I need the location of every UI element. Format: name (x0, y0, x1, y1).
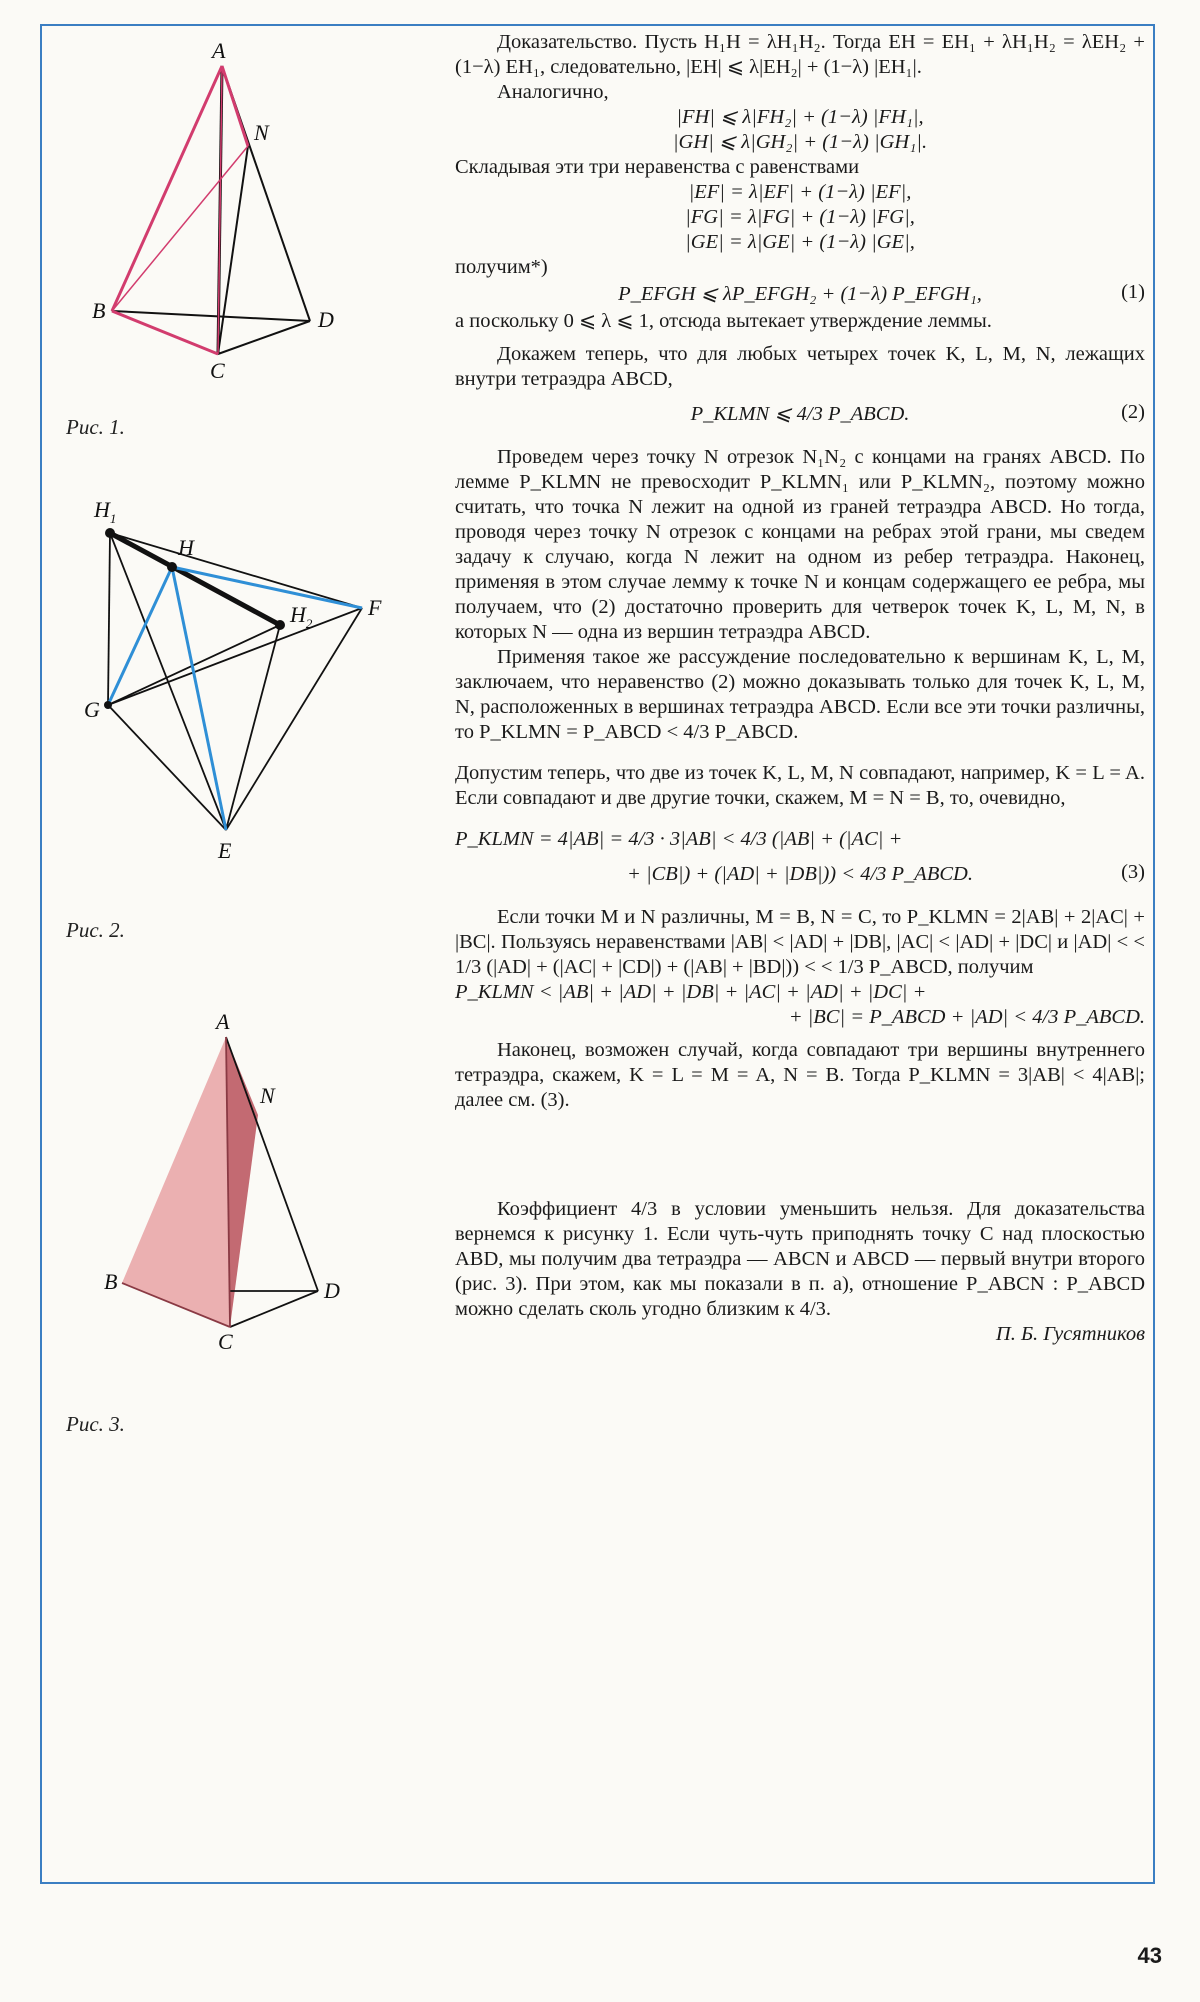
formula-gh: |GH| ⩽ λ|GH₂| + (1−λ) |GH₁|. (672, 131, 928, 153)
equation-1-body: P_EFGH ⩽ λP_EFGH₂ + (1−λ) P_EFGH₁, (618, 283, 982, 305)
author-signature: П. Б. Гусятников (995, 1323, 1145, 1345)
edge-CD (230, 1291, 318, 1327)
equation-2-number: (2) (1121, 401, 1145, 423)
figure-2 (80, 495, 400, 875)
face-ABC (122, 1037, 230, 1327)
label-D: D (318, 307, 334, 332)
segment-H1H2 (110, 533, 280, 625)
figure-1 (90, 36, 370, 381)
point-H (167, 562, 177, 572)
formula-fg: |FG| = λ|FG| + (1−λ) |FG|, (685, 206, 915, 228)
equation-1-number: (1) (1121, 281, 1145, 303)
edge-H2E (226, 625, 280, 830)
formula-4a: P_KLMN < |AB| + |AD| + |DB| + |AC| + |AD| + |DC| + (455, 981, 927, 1003)
para-we-get: получим*) (455, 256, 548, 278)
label-D: D (324, 1278, 340, 1303)
point-H1 (105, 528, 115, 538)
label-H1: $H_1$ (94, 497, 117, 526)
formula-ef: |EF| = λ|EF| + (1−λ) |EF|, (688, 181, 912, 203)
equation-1 (455, 280, 1145, 309)
edge-H1G (108, 533, 110, 705)
label-C: C (210, 358, 225, 381)
figure-1-drawing (90, 36, 370, 381)
edge-H1F (110, 533, 362, 608)
figure-2-drawing (80, 495, 400, 875)
formula-ge: |GE| = λ|GE| + (1−λ) |GE|, (685, 231, 915, 253)
para-adding: Складывая эти три неравенства с равенствами (455, 156, 860, 178)
figure-1-caption: Рис. 1. (66, 415, 125, 439)
equation-3-body: + |CB|) + (|AD| + |DB|)) < 4/3 P_ABCD. (627, 863, 973, 885)
equation-3-number: (3) (1121, 861, 1145, 883)
equation-2 (455, 400, 1145, 429)
para-segment: Проведем через точку N отрезок N₁N₂ с концами на гранях ABCD. По лемме P_KLMN не превосходит P_KLMN₁ или P_KLMN₂, поэтому можно считать, что точка N лежит на одной из граней тетраэдра ABCD. Но тогда, проводя через точку N отрезок с концами на ребрах этой грани, мы сведем задачу к случаю, когда N лежит на одном из ребер тетраэдра. Наконец, применяя в этом случае лемму к точке N и концам содержащего ее ребра, мы получаем, что (2) достаточно проверить для четверок точек K, L, M, N, в которых N — одна из вершин тетраэдра ABCD. (455, 446, 1145, 643)
equation-3 (455, 860, 1145, 889)
accent-AB (112, 66, 222, 311)
label-H2: $H_2$ (290, 602, 313, 631)
page-number: 43 (1137, 1943, 1162, 1968)
formula-fh: |FH| ⩽ λ|FH₂| + (1−λ) |FH₁|, (676, 106, 924, 128)
equation-2-body: P_KLMN ⩽ 4/3 P_ABCD. (690, 403, 910, 425)
para-similarly: Аналогично, (497, 81, 609, 103)
formula-4b: + |BC| = P_ABCD + |AD| < 4/3 P_ABCD. (788, 1006, 1145, 1028)
label-G: G (84, 697, 100, 722)
label-E: E (218, 838, 232, 863)
figure-3 (100, 1005, 370, 1355)
point-G (104, 701, 112, 709)
para-lemma: а поскольку 0 ⩽ λ ⩽ 1, отсюда вытекает утверждение леммы. (455, 310, 992, 332)
para-applying: Применяя такое же рассуждение последовательно к вершинам K, L, M, заключаем, что неравенство (2) можно доказывать только для точек K, L, M, N, расположенных в вершинах тетраэдра ABCD. Если все эти точки различны, то P_KLMN = P_ABCD < 4/3 P_ABCD. (455, 646, 1145, 743)
label-A: A (212, 38, 226, 63)
accent-HE (172, 567, 226, 830)
text-column (455, 30, 1145, 1347)
edge-GE (108, 705, 226, 830)
label-N: N (260, 1083, 275, 1108)
accent-BC (112, 311, 218, 354)
edge-BD (112, 311, 310, 321)
point-H2 (275, 620, 285, 630)
label-N: N (254, 120, 269, 145)
para-different: Если точки M и N различны, M = B, N = C, то P_KLMN = 2|AB| + 2|AC| + |BC|. Пользуясь неравенствами |AB| < |AD| + |DB|, |AC| < |AD| + |DC| и |AD| < < 1/3 (|AD| + (|AC| + |CD|) + (|AB| + |BD|)) < < 1/3 P_ABCD, получим (455, 906, 1145, 978)
label-B: B (92, 298, 106, 323)
figure-2-caption: Рис. 2. (66, 918, 125, 942)
label-H: H (178, 535, 194, 560)
label-B: B (104, 1269, 118, 1294)
para-coefficient: Коэффициент 4/3 в условии уменьшить нельзя. Для доказательства вернемся к рисунку 1. Если чуть-чуть приподнять точку C над плоскостью ABD, мы получим два тетраэдра — ABCN и ABCD — первый внутри второго (рис. 3). При этом, как мы показали в п. а), отношение P_ABCN : P_ABCD можно сделать сколь угодно близким к 4/3. (455, 1198, 1145, 1320)
label-C: C (218, 1329, 233, 1354)
para-suppose: Допустим теперь, что две из точек K, L, M, N совпадают, например, K = L = A. Если совпадают и две другие точки, скажем, M = N = B, то, очевидно, (455, 762, 1145, 809)
edge-CD (218, 321, 310, 354)
accent-AN (222, 66, 248, 146)
label-A: A (216, 1009, 230, 1034)
para-finally: Наконец, возможен случай, когда совпадают три вершины внутреннего тетраэдра, скажем, K = L = M = A, N = B. Тогда P_KLMN = 3|AB| < 4|AB|; далее см. (3). (455, 1039, 1145, 1111)
formula-3a: P_KLMN = 4|AB| = 4/3 · 3|AB| < 4/3 (|AB| + (|AC| + (455, 828, 903, 850)
figure-3-caption: Рис. 3. (66, 1412, 125, 1436)
accent-HF (172, 567, 362, 608)
edge-H2G (108, 625, 280, 705)
para-now-prove: Докажем теперь, что для любых четырех точек K, L, M, N, лежащих внутри тетраэдра ABCD, (455, 343, 1145, 390)
label-F: F (368, 595, 382, 620)
figure-3-drawing (100, 1005, 370, 1355)
para-proof-start: Доказательство. Пусть H₁H = λH₁H₂. Тогда EH = EH₁ + λH₁H₂ = λEH₂ + (1−λ) EH₁, следовательно, |EH| ⩽ λ|EH₂| + (1−λ) |EH₁|. (455, 31, 1145, 78)
